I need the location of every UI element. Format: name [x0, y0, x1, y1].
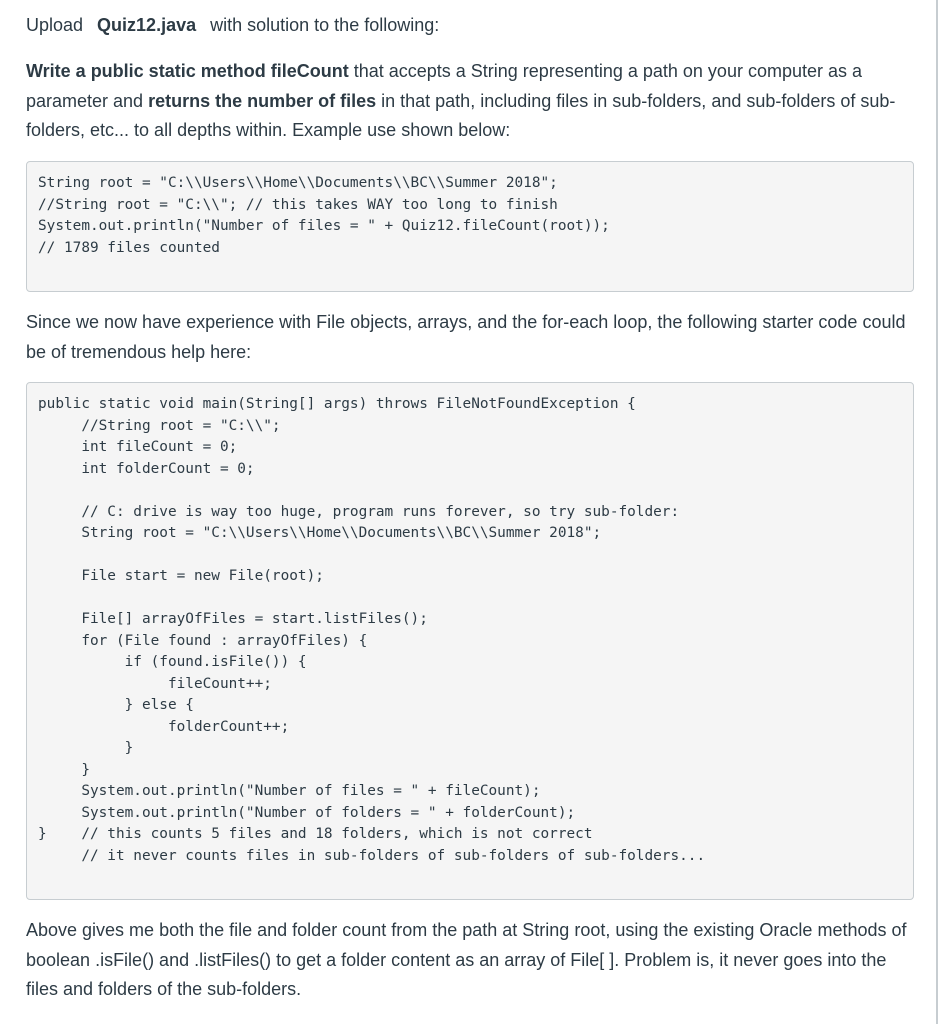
starter-intro: Since we now have experience with File objects, arrays, and the for-each loop, the following starter code could be of tremendous help here:	[26, 312, 906, 362]
upload-filename: Quiz12.java	[97, 15, 197, 35]
problem-explanation: Above gives me both the file and folder count from the path at String root, using the existing Oracle methods of boolean .isFile() and .listFiles() to get a folder content as an array of File[ ]. Problem is, it never goes into the files and folders of the sub-folders.	[26, 920, 907, 999]
example-code-block	[26, 161, 914, 292]
upload-prefix: Upload	[26, 15, 84, 35]
task-bold-method: Write a public static method fileCount	[26, 61, 349, 81]
task-bold-returns: returns the number of files	[148, 90, 377, 111]
starter-code: public static void main(String[] args) throws FileNotFoundException { //String root = "C:\\"; int fileCount = 0; int folderCount = 0; // C: drive is way too huge, program runs forever, so try sub-folder: String root = "C:\\Users\\Home\\Documents\\BC\\Summer 2018"; File start = new File(root); File[] arrayOfFiles = start.listFiles(); for (File found : arrayOfFiles) { if (found.isFile()) { fileCount++; } else { folderCount++; } } System.out.println("Number of files = " + fileCount); System.out.println("Number of folders = " + folderCount); } // this counts 5 files and 18 folders, which is not correct // it never counts files in sub-folders of sub-folders of sub-folders...	[38, 396, 706, 864]
task-text-1: that accepts a String representing a path on your computer as a parameter and	[26, 61, 863, 111]
upload-suffix: with solution to the following:	[210, 15, 440, 35]
starter-code-block	[26, 382, 914, 900]
upload-instruction	[26, 11, 916, 41]
task-description	[26, 57, 916, 146]
task-text-2: in that path, including files in sub-folders, and sub-folders of sub-folders, etc... to all depths within. Example use shown below:	[26, 90, 896, 140]
example-code: String root = "C:\\Users\\Home\\Documents\\BC\\Summer 2018"; //String root = "C:\\"; // this takes WAY too long to finish System.out.println("Number of files = " + Quiz12.fileCount(root)); // 1789 files counted	[38, 175, 610, 256]
